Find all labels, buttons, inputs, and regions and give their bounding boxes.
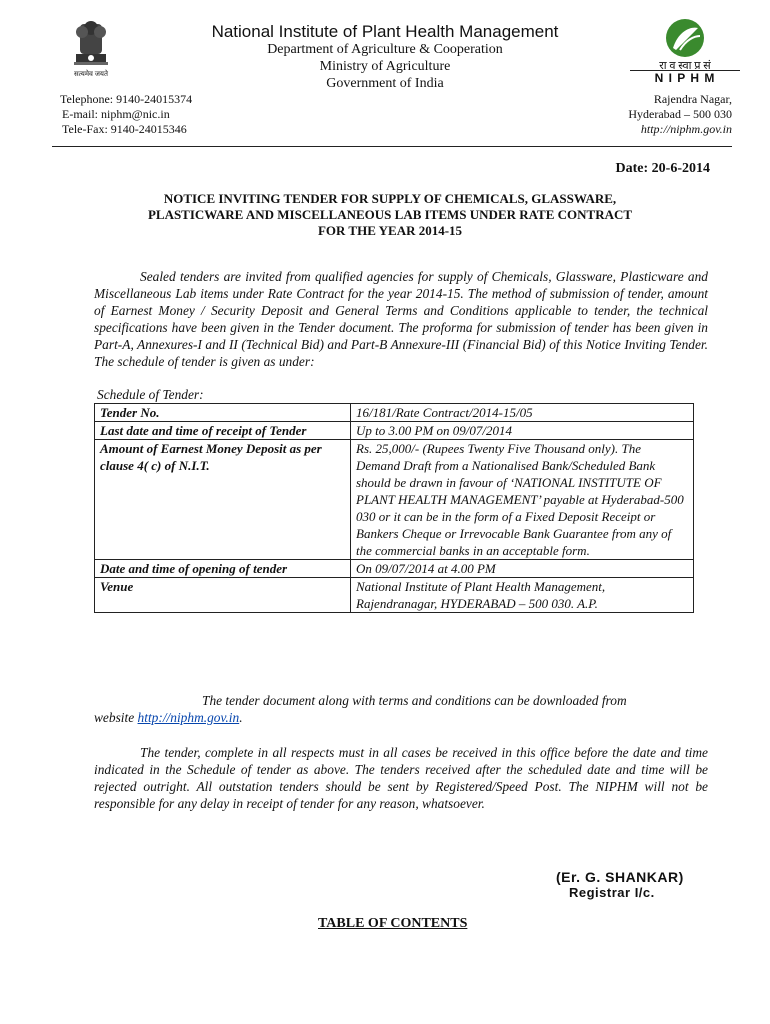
website: http://niphm.gov.in xyxy=(640,122,732,136)
download-website-label: website xyxy=(94,710,135,725)
schedule-value: Up to 3.00 PM on 09/07/2014 xyxy=(351,422,694,440)
table-row xyxy=(95,404,694,422)
emblem-caption: सत्यमेव जयते xyxy=(74,70,108,78)
schedule-table xyxy=(94,403,694,613)
table-row xyxy=(95,560,694,578)
header-divider xyxy=(52,146,732,147)
logo-acronym: N I P H M xyxy=(630,70,740,85)
schedule-heading: Schedule of Tender: xyxy=(97,387,204,402)
receipt-paragraph: The tender, complete in all respects must in all cases be received in this office before the date and time indicated in the Schedule of tender as above. The tenders received after the scheduled date and time will be rejected outright. All outstation tenders should be sent by Registered/Speed Post. The NIPHM will not be responsible for any delay in receipt of tender for any reason, whatsoever. xyxy=(94,745,708,811)
intro-paragraph: Sealed tenders are invited from qualified agencies for supply of Chemicals, Glassware, Plasticware and Miscellaneous Lab items under Rate Contract for the year 2014-15. The method of submission of tender, amount of Earnest Money / Security Deposit and General Terms and Conditions applicable to tender, the technical specifications have been given in the Tender document. The proforma for submission of tender has been given in Part-A, Annexures-I and II (Technical Bid) and Part-B Annexure-III (Financial Bid) of this Notice Inviting Tender. The schedule of tender is given as under: xyxy=(94,269,708,369)
schedule-label: Venue xyxy=(95,578,351,613)
logo-hindi-text: रा व स्वा प्र सं xyxy=(659,60,711,72)
telephone: Telephone: 9140-24015374 xyxy=(60,92,193,106)
schedule-label: Date and time of opening of tender xyxy=(95,560,351,578)
toc-heading: TABLE OF CONTENTS xyxy=(318,916,468,931)
signatory-name: (Er. G. SHANKAR) xyxy=(556,869,684,885)
email: E-mail: niphm@nic.in xyxy=(62,107,170,121)
contact-left xyxy=(60,92,192,137)
schedule-value: Rs. 25,000/- (Rupees Twenty Five Thousand only). The Demand Draft from a Nationalised Bank/Scheduled Bank should be drawn in favour of ‘NATIONAL INSTITUTE OF PLANT HEALTH MANAGEMENT’ payable at Hyderabad-500 030 or it can be in the form of a Fixed Deposit Receipt or Bankers Cheque or Irrevocable Bank Guarantee from any of the commercial banks in an acceptable form. xyxy=(351,440,694,560)
schedule-value: On 09/07/2014 at 4.00 PM xyxy=(351,560,694,578)
fax: Tele-Fax: 9140-24015346 xyxy=(62,122,187,136)
schedule-value: 16/181/Rate Contract/2014-15/05 xyxy=(351,404,694,422)
table-row xyxy=(95,578,694,613)
download-text: The tender document along with terms and conditions can be downloaded from xyxy=(202,693,627,708)
address-line1: Rajendra Nagar, xyxy=(653,92,732,106)
title-line3: FOR THE YEAR 2014-15 xyxy=(317,223,463,238)
schedule-label: Last date and time of receipt of Tender xyxy=(95,422,351,440)
notice-date: Date: 20-6-2014 xyxy=(615,161,710,176)
signatory-designation: Registrar I/c. xyxy=(569,885,655,900)
department-name: Department of Agriculture & Cooperation xyxy=(267,42,503,57)
notice-title xyxy=(80,191,700,239)
schedule-label: Amount of Earnest Money Deposit as per clause 4( c) of N.I.T. xyxy=(95,440,351,560)
schedule-value: National Institute of Plant Health Management, Rajendranagar, HYDERABAD – 500 030. A.P. xyxy=(351,578,694,613)
ministry-name: Ministry of Agriculture xyxy=(319,59,451,74)
niphm-website-link[interactable]: http://niphm.gov.in xyxy=(137,710,240,725)
download-line2 xyxy=(94,710,243,726)
schedule-label: Tender No. xyxy=(95,404,351,422)
download-period: . xyxy=(239,710,243,725)
title-line2: PLASTICWARE AND MISCELLANEOUS LAB ITEMS UNDER RATE CONTRACT xyxy=(147,207,633,222)
institute-name: National Institute of Plant Health Management xyxy=(211,22,559,41)
table-row xyxy=(95,422,694,440)
address-line2: Hyderabad – 500 030 xyxy=(628,107,732,121)
government-name: Government of India xyxy=(326,76,444,91)
contact-right xyxy=(628,92,732,137)
title-line1: NOTICE INVITING TENDER FOR SUPPLY OF CHEMICALS, GLASSWARE, xyxy=(163,191,617,206)
table-row xyxy=(95,440,694,560)
